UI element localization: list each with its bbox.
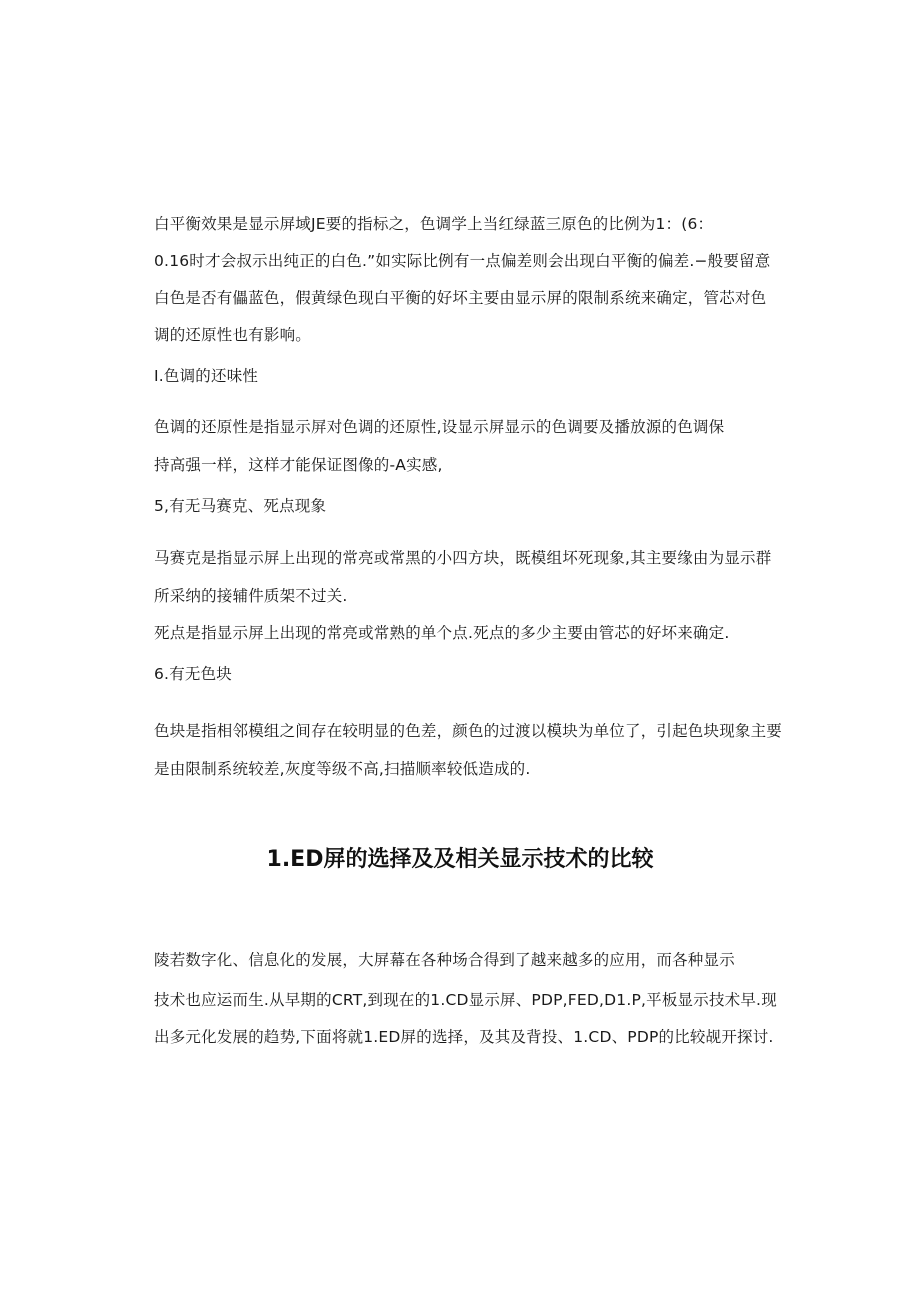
section-5-line-2: 所采纳的接辅件质架不过关. (154, 587, 348, 605)
section-6-line-2: 是由限制系统较差,灰度等级不高,扫描顺率较低造成的. (154, 760, 531, 778)
chapter-line-3: 出多元化发展的趋势,下面将就1.ED屏的选择，及其及背投、1.CD、PDP的比较觇开探讨. (154, 1028, 774, 1046)
section-6-title: 6.有无色块 (154, 665, 232, 683)
white-balance-line-1: 白平衡效果是显示屏域JE要的指标之，色调学上当红绿蓝三原色的比例为1：(6： (154, 215, 714, 233)
chapter-line-2: 技术也应运而生.从早期的CRT,到现在的1.CD显示屏、PDP,FED,D1.P,平板显示技术早.现 (154, 991, 777, 1009)
section-4-line-1: 色调的还原性是指显示屏对色调的还原性,设显示屏显示的色调要及播放源的色调保 (154, 418, 725, 436)
section-6-line-1: 色块是指相邻模组之间存在较明显的色差，颜色的过渡以模块为单位了，引起色块现象主要 (154, 722, 783, 740)
section-4-title: I.色调的还味性 (154, 367, 259, 385)
white-balance-line-2: 0.16时才会叔示出纯正的白色.”如实际比例有一点偏差则会出现白平衡的偏差.−般要留意 (154, 252, 771, 270)
white-balance-line-4: 调的还原性也有影响。 (154, 326, 312, 344)
section-5-line-3: 死点是指显示屏上出现的常亮或常熟的单个点.死点的多少主要由管芯的好坏来确定. (154, 624, 730, 642)
section-5-title: 5,有无马赛克、死点现象 (154, 497, 327, 515)
chapter-heading: 1.ED屏的选择及及相关显示技术的比较 (266, 847, 654, 872)
chapter-line-1: 陵若数字化、信息化的发展，大屏幕在各种场合得到了越来越多的应用，而各种显示 (154, 951, 735, 969)
section-5-line-1: 马赛克是指显示屏上出现的常亮或常黑的小四方块，既模组坏死现象,其主要缘由为显示群 (154, 549, 772, 567)
section-4-line-2: 持高强一样，这样才能保证图像的-A实感, (154, 456, 443, 474)
white-balance-line-3: 白色是否有儡蓝色，假黄绿色现白平衡的好坏主要由显示屏的限制系统来确定，管芯对色 (154, 289, 767, 307)
